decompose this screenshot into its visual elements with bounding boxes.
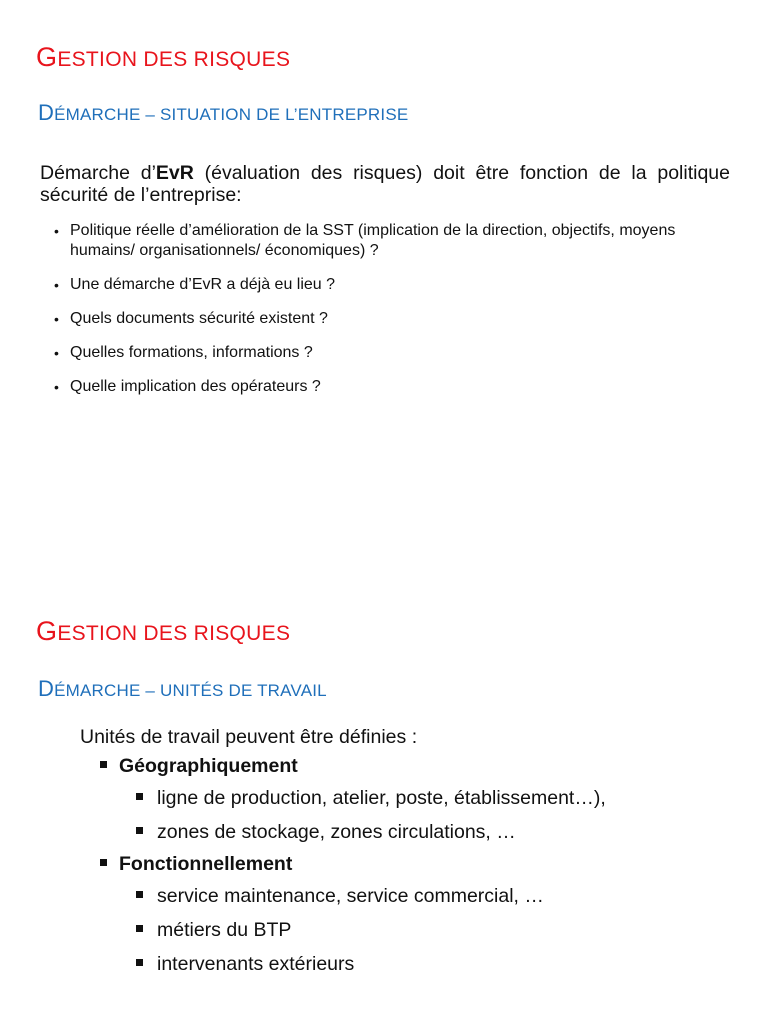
slide-unites-de-travail [0, 580, 768, 1024]
list-item-text: ligne de production, atelier, poste, établissement…), [157, 787, 606, 809]
square-bullet-icon [136, 827, 143, 834]
title-initial: G [36, 616, 58, 646]
bullet-dot-icon: • [54, 277, 59, 293]
group-heading-geographique [100, 754, 298, 778]
list-item [136, 884, 544, 908]
title-initial: G [36, 42, 58, 72]
list-item-text: Politique réelle d’amélioration de la SST (implication de la direction, objectifs, moyens humains/ organisationnels/ économiques) ? [70, 222, 676, 259]
subtitle-rest: ÉMARCHE – UNITÉS DE TRAVAIL [54, 681, 327, 700]
bullet-dot-icon: • [54, 345, 59, 361]
title-rest: ESTION DES RISQUES [57, 622, 291, 645]
square-bullet-icon [136, 925, 143, 932]
list-item-text: Quelles formations, informations ? [70, 344, 313, 361]
slide-title [36, 616, 290, 647]
list-item [136, 918, 291, 942]
bullet-dot-icon: • [54, 223, 59, 239]
list-item-text: Quelle implication des opérateurs ? [70, 378, 321, 395]
list-item-text: Quels documents sécurité existent ? [70, 310, 328, 327]
intro-bold-evr: EvR [155, 162, 194, 184]
intro-paragraph: Unités de travail peuvent être définies : [80, 726, 418, 748]
list-item-text: Une démarche d’EvR a déjà eu lieu ? [70, 276, 336, 293]
question-list [54, 221, 744, 411]
intro-paragraph [40, 162, 730, 206]
list-item [54, 221, 744, 261]
intro-suffix: (évaluation des risques) doit être fonction de la politique sécurité de l’entreprise: [40, 162, 731, 206]
bullet-dot-icon: • [54, 311, 59, 327]
square-bullet-icon [100, 761, 107, 768]
list-item [136, 952, 354, 976]
list-item [54, 309, 744, 329]
group-heading-text: Géographiquement [119, 755, 298, 777]
list-item [136, 786, 606, 810]
square-bullet-icon [136, 891, 143, 898]
list-item-text: intervenants extérieurs [157, 953, 355, 975]
list-item [54, 377, 744, 397]
list-item [136, 820, 516, 844]
list-item-text: métiers du BTP [157, 919, 292, 941]
slide-subtitle [38, 676, 327, 702]
slide-title [36, 42, 290, 73]
group-heading-fonctionnel [100, 852, 292, 876]
title-rest: ESTION DES RISQUES [57, 48, 291, 71]
intro-prefix: Démarche d’ [40, 162, 156, 184]
subtitle-initial: D [38, 100, 55, 125]
list-item [54, 343, 744, 363]
square-bullet-icon [136, 793, 143, 800]
square-bullet-icon [136, 959, 143, 966]
subtitle-rest: ÉMARCHE – SITUATION DE L’ENTREPRISE [54, 105, 409, 124]
slide-subtitle [38, 100, 408, 126]
square-bullet-icon [100, 859, 107, 866]
list-item-text: service maintenance, service commercial, … [157, 885, 544, 907]
list-item-text: zones de stockage, zones circulations, … [157, 821, 516, 843]
list-item [54, 275, 744, 295]
subtitle-initial: D [38, 676, 55, 701]
bullet-dot-icon: • [54, 379, 59, 395]
group-heading-text: Fonctionnellement [119, 853, 293, 875]
